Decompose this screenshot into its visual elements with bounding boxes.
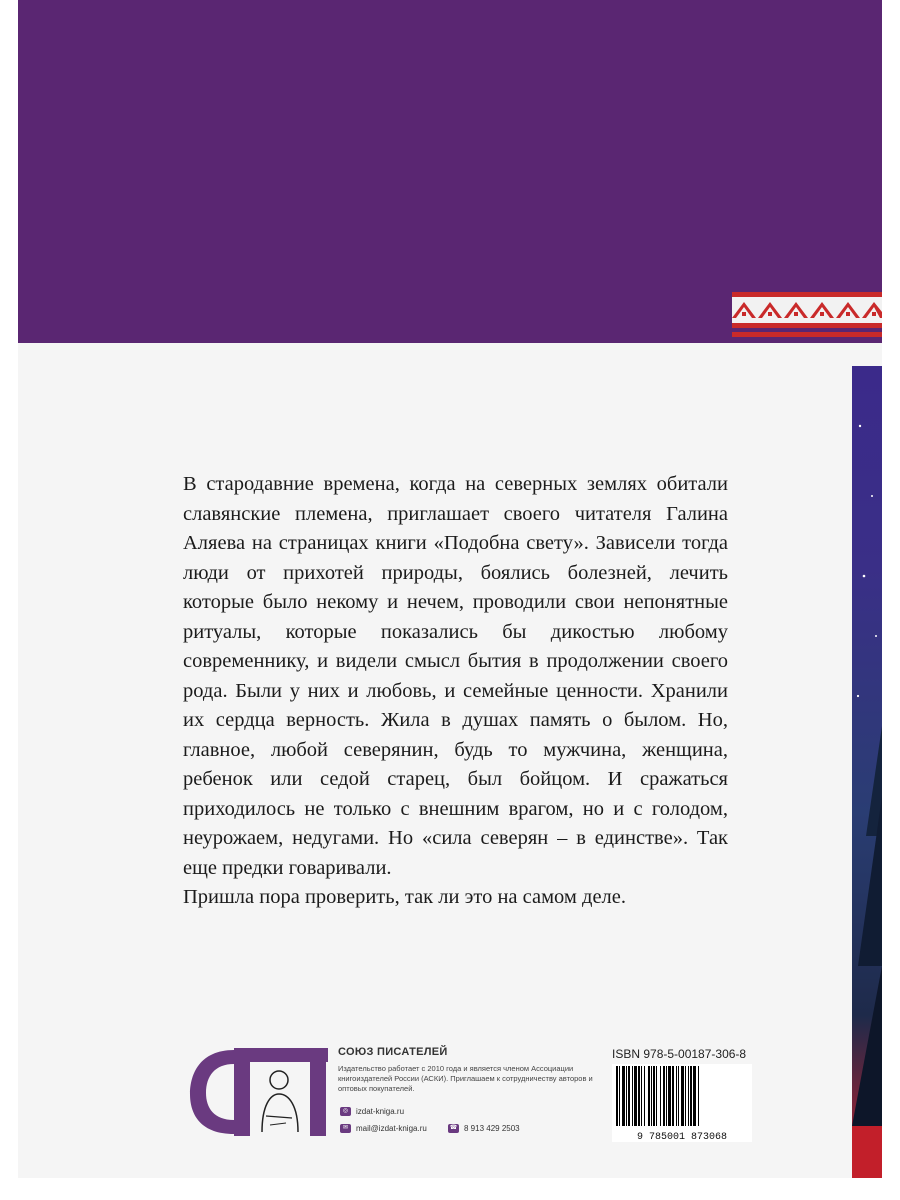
barcode-bar <box>644 1066 645 1126</box>
barcode-bar <box>698 1066 699 1126</box>
isbn-barcode <box>612 1064 752 1142</box>
barcode-bar <box>666 1066 667 1126</box>
globe-icon: ◎ <box>340 1107 351 1116</box>
barcode-bar <box>634 1066 637 1126</box>
isbn-label: ISBN 978-5-00187-306-8 <box>612 1047 747 1061</box>
barcode-bar <box>628 1066 630 1126</box>
barcode-bar <box>641 1066 642 1126</box>
barcode-bar <box>622 1066 625 1126</box>
barcode-bar <box>685 1066 686 1126</box>
barcode-bar <box>638 1066 640 1126</box>
barcode-bar <box>648 1066 650 1126</box>
barcode-bar <box>651 1066 652 1126</box>
barcode-bar <box>663 1066 665 1126</box>
barcode-bar <box>690 1066 692 1126</box>
barcode-bar <box>616 1066 618 1126</box>
mail-icon: ✉ <box>340 1124 351 1133</box>
publisher-description: Издательство работает с 2010 года и является членом Ассоциации книгоиздателей России (АСКИ). Приглашаем к сотрудничеству авторов и оптовых покупателей. <box>338 1064 593 1093</box>
barcode-bar <box>678 1066 679 1126</box>
barcode-bar <box>653 1066 655 1126</box>
barcode-digits: 9 785001 873068 <box>636 1132 728 1142</box>
publisher-info <box>338 1046 608 1094</box>
book-back-cover <box>18 0 882 1178</box>
front-cover-edge <box>852 366 882 1178</box>
barcode-bar <box>668 1066 671 1126</box>
book-description <box>183 470 728 913</box>
barcode-bar <box>632 1066 633 1126</box>
phone-text: 8 913 429 2503 <box>464 1124 520 1133</box>
barcode-bar <box>676 1066 677 1126</box>
publisher-logo <box>186 1036 336 1140</box>
barcode-bar <box>656 1066 657 1126</box>
red-ornament-pattern <box>732 286 882 343</box>
publisher-website[interactable] <box>340 1107 404 1116</box>
email-text: mail@izdat-kniga.ru <box>356 1124 427 1133</box>
description-paragraph: В стародавние времена, когда на северных землях обитали славянские племена, приглашает своего читателя Галина Аляева на страницах книги «Подобна свету». Зависели тогда люди от прихотей природы, боялись болезней, лечить которые было некому и нечем, проводили свои непонятные ритуалы, которые показались бы дикостью любому современнику, и видели смысл бытия в продолжении своего рода. Были у них и любовь, и семейные ценности. Хранили их сердца верность. Жила в душах память о былом. Но, главное, любой северянин, будь то мужчина, женщина, ребенок или седой старец, был бойцом. И сражаться приходилось не только с внешним врагом, но и с голодом, неурожаем, недугами. Но «сила северян – в единстве». Так еще предки говаривали. <box>183 473 728 879</box>
description-closing-line: Пришла пора проверить, так ли это на самом деле. <box>183 886 627 908</box>
barcode-bar <box>626 1066 627 1126</box>
publisher-phone <box>448 1124 520 1133</box>
website-text: izdat-kniga.ru <box>356 1107 405 1116</box>
barcode-bar <box>688 1066 689 1126</box>
phone-icon: ☎ <box>449 1125 458 1131</box>
barcode-bar <box>619 1066 620 1126</box>
publisher-name: СОЮЗ ПИСАТЕЛЕЙ <box>338 1046 448 1058</box>
barcode-bar <box>693 1066 696 1126</box>
publisher-email[interactable] <box>340 1124 427 1133</box>
barcode-bar <box>681 1066 684 1126</box>
barcode-bar <box>660 1066 661 1126</box>
barcode-bar <box>672 1066 674 1126</box>
